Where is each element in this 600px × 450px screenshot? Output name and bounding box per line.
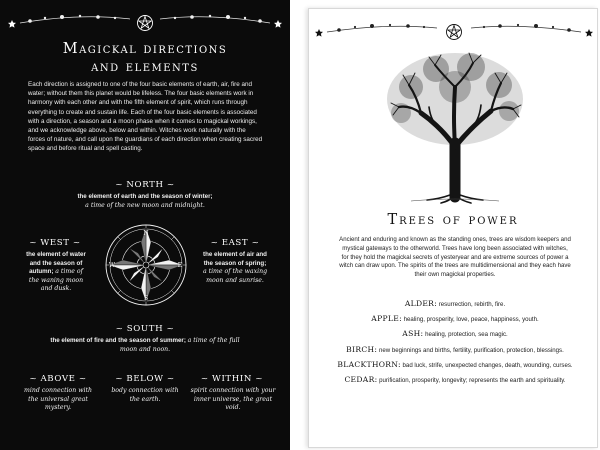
page-title-left — [0, 40, 290, 76]
pentacle-icon — [138, 16, 153, 31]
compass-s: S — [143, 295, 149, 302]
below-text — [108, 387, 182, 404]
east-heading: ~ EAST ~ — [210, 238, 260, 248]
south-text — [48, 337, 242, 354]
within-italic: spirit connection with your inner universe, the great void. — [190, 387, 276, 412]
west-text — [24, 251, 88, 294]
tree-name: BLACKTHORN: — [337, 359, 401, 369]
north-bold: the element of earth and the season of winter; — [77, 193, 213, 200]
above-heading: ~ ABOVE ~ — [29, 374, 87, 384]
north-text — [40, 193, 250, 210]
intro-paragraph-right: Ancient and enduring and known as the standing ones, trees are wisdom keepers and mystical gateways to the otherworld. Trees have long been associated with witches, for they hold the magickal secrets of yesteryear and are extreme sources of power a witch can draw upon. The spirits of the trees are multidimensional and they each have their own magickal properties. — [339, 236, 571, 279]
compass-rose-icon — [103, 222, 189, 308]
west-heading: ~ WEST ~ — [29, 238, 81, 248]
compass-w: W — [108, 262, 116, 269]
header-ornament-left — [0, 10, 290, 36]
tree-meaning: new beginnings and births, fertility, purification, protection, blessings. — [378, 346, 564, 354]
west-italic: a time of the waning moon and dusk. — [28, 268, 84, 293]
tree-name: ALDER: — [404, 299, 438, 308]
north-heading: ~ NORTH ~ — [115, 180, 175, 190]
list-item — [335, 376, 575, 385]
above-italic: mind connection with the universal great mystery. — [24, 387, 92, 412]
compass-n: N — [143, 230, 149, 237]
tree-name: APPLE: — [371, 314, 402, 324]
north-italic: a time of the new moon and midnight. — [85, 201, 205, 209]
list-item — [335, 315, 575, 324]
tree-meaning: healing, prosperity, love, peace, happiness, youth. — [403, 316, 539, 324]
list-item — [335, 300, 575, 309]
pentacle-icon — [447, 25, 462, 40]
page-title-right: Trees of power — [387, 212, 519, 228]
south-heading: ~ SOUTH ~ — [115, 324, 175, 334]
list-item — [335, 361, 575, 370]
title-line-1: Magickal directions — [62, 41, 228, 57]
tree-name: ASH: — [402, 329, 424, 339]
west-bold: the element of water and the season of autumn; — [26, 251, 86, 276]
tree-meaning: purification, prosperity, longevity; represents the earth and spirituality. — [379, 377, 566, 385]
south-bold: the element of fire and the season of summer; — [50, 337, 186, 344]
header-ornament-right — [309, 19, 597, 45]
south-italic: a time of the full moon and noon. — [119, 337, 240, 353]
within-heading: ~ WITHIN ~ — [200, 374, 264, 384]
tree-meaning: bad luck, strife, unexpected changes, death, wounding, curses. — [402, 361, 573, 369]
list-item — [335, 330, 575, 339]
above-text — [18, 387, 98, 413]
east-italic: a time of the waxing moon and sunrise. — [202, 268, 268, 284]
intro-paragraph-left: Each direction is assigned to one of the four basic elements of earth, air, fire and water; without them this planet would be lifeless. The four basic elements work in harmony with each other and with the fifth element of spirit, which runs through everything to create and sustain life. Each of the four basic elements is associated with a direction, a season and a moon phase when it comes to magickal workings, and we acknowledge above, below and within. Witches work naturally with the forces of nature, and call upon the guardians of each direction when creating sacred space and before ritual and spell casting. — [28, 81, 263, 153]
below-heading: ~ BELOW ~ — [115, 374, 175, 384]
tree-name: BIRCH: — [346, 344, 378, 354]
tree-illustration — [381, 47, 529, 205]
tree-list — [335, 300, 575, 391]
tree-meaning: resurrection, rebirth, fire. — [438, 301, 506, 308]
east-text — [202, 251, 268, 285]
east-bold: the element of air and the season of spring; — [203, 251, 267, 267]
below-italic: body connection with the earth. — [111, 387, 179, 403]
within-text — [190, 387, 276, 413]
compass-e: E — [177, 262, 183, 269]
tree-name: CEDAR: — [344, 375, 378, 385]
list-item — [335, 346, 575, 355]
right-page — [308, 8, 598, 448]
left-page — [0, 0, 290, 450]
title-line-2: and elements — [91, 59, 199, 75]
tree-meaning: healing, protection, sea magic. — [425, 331, 508, 339]
